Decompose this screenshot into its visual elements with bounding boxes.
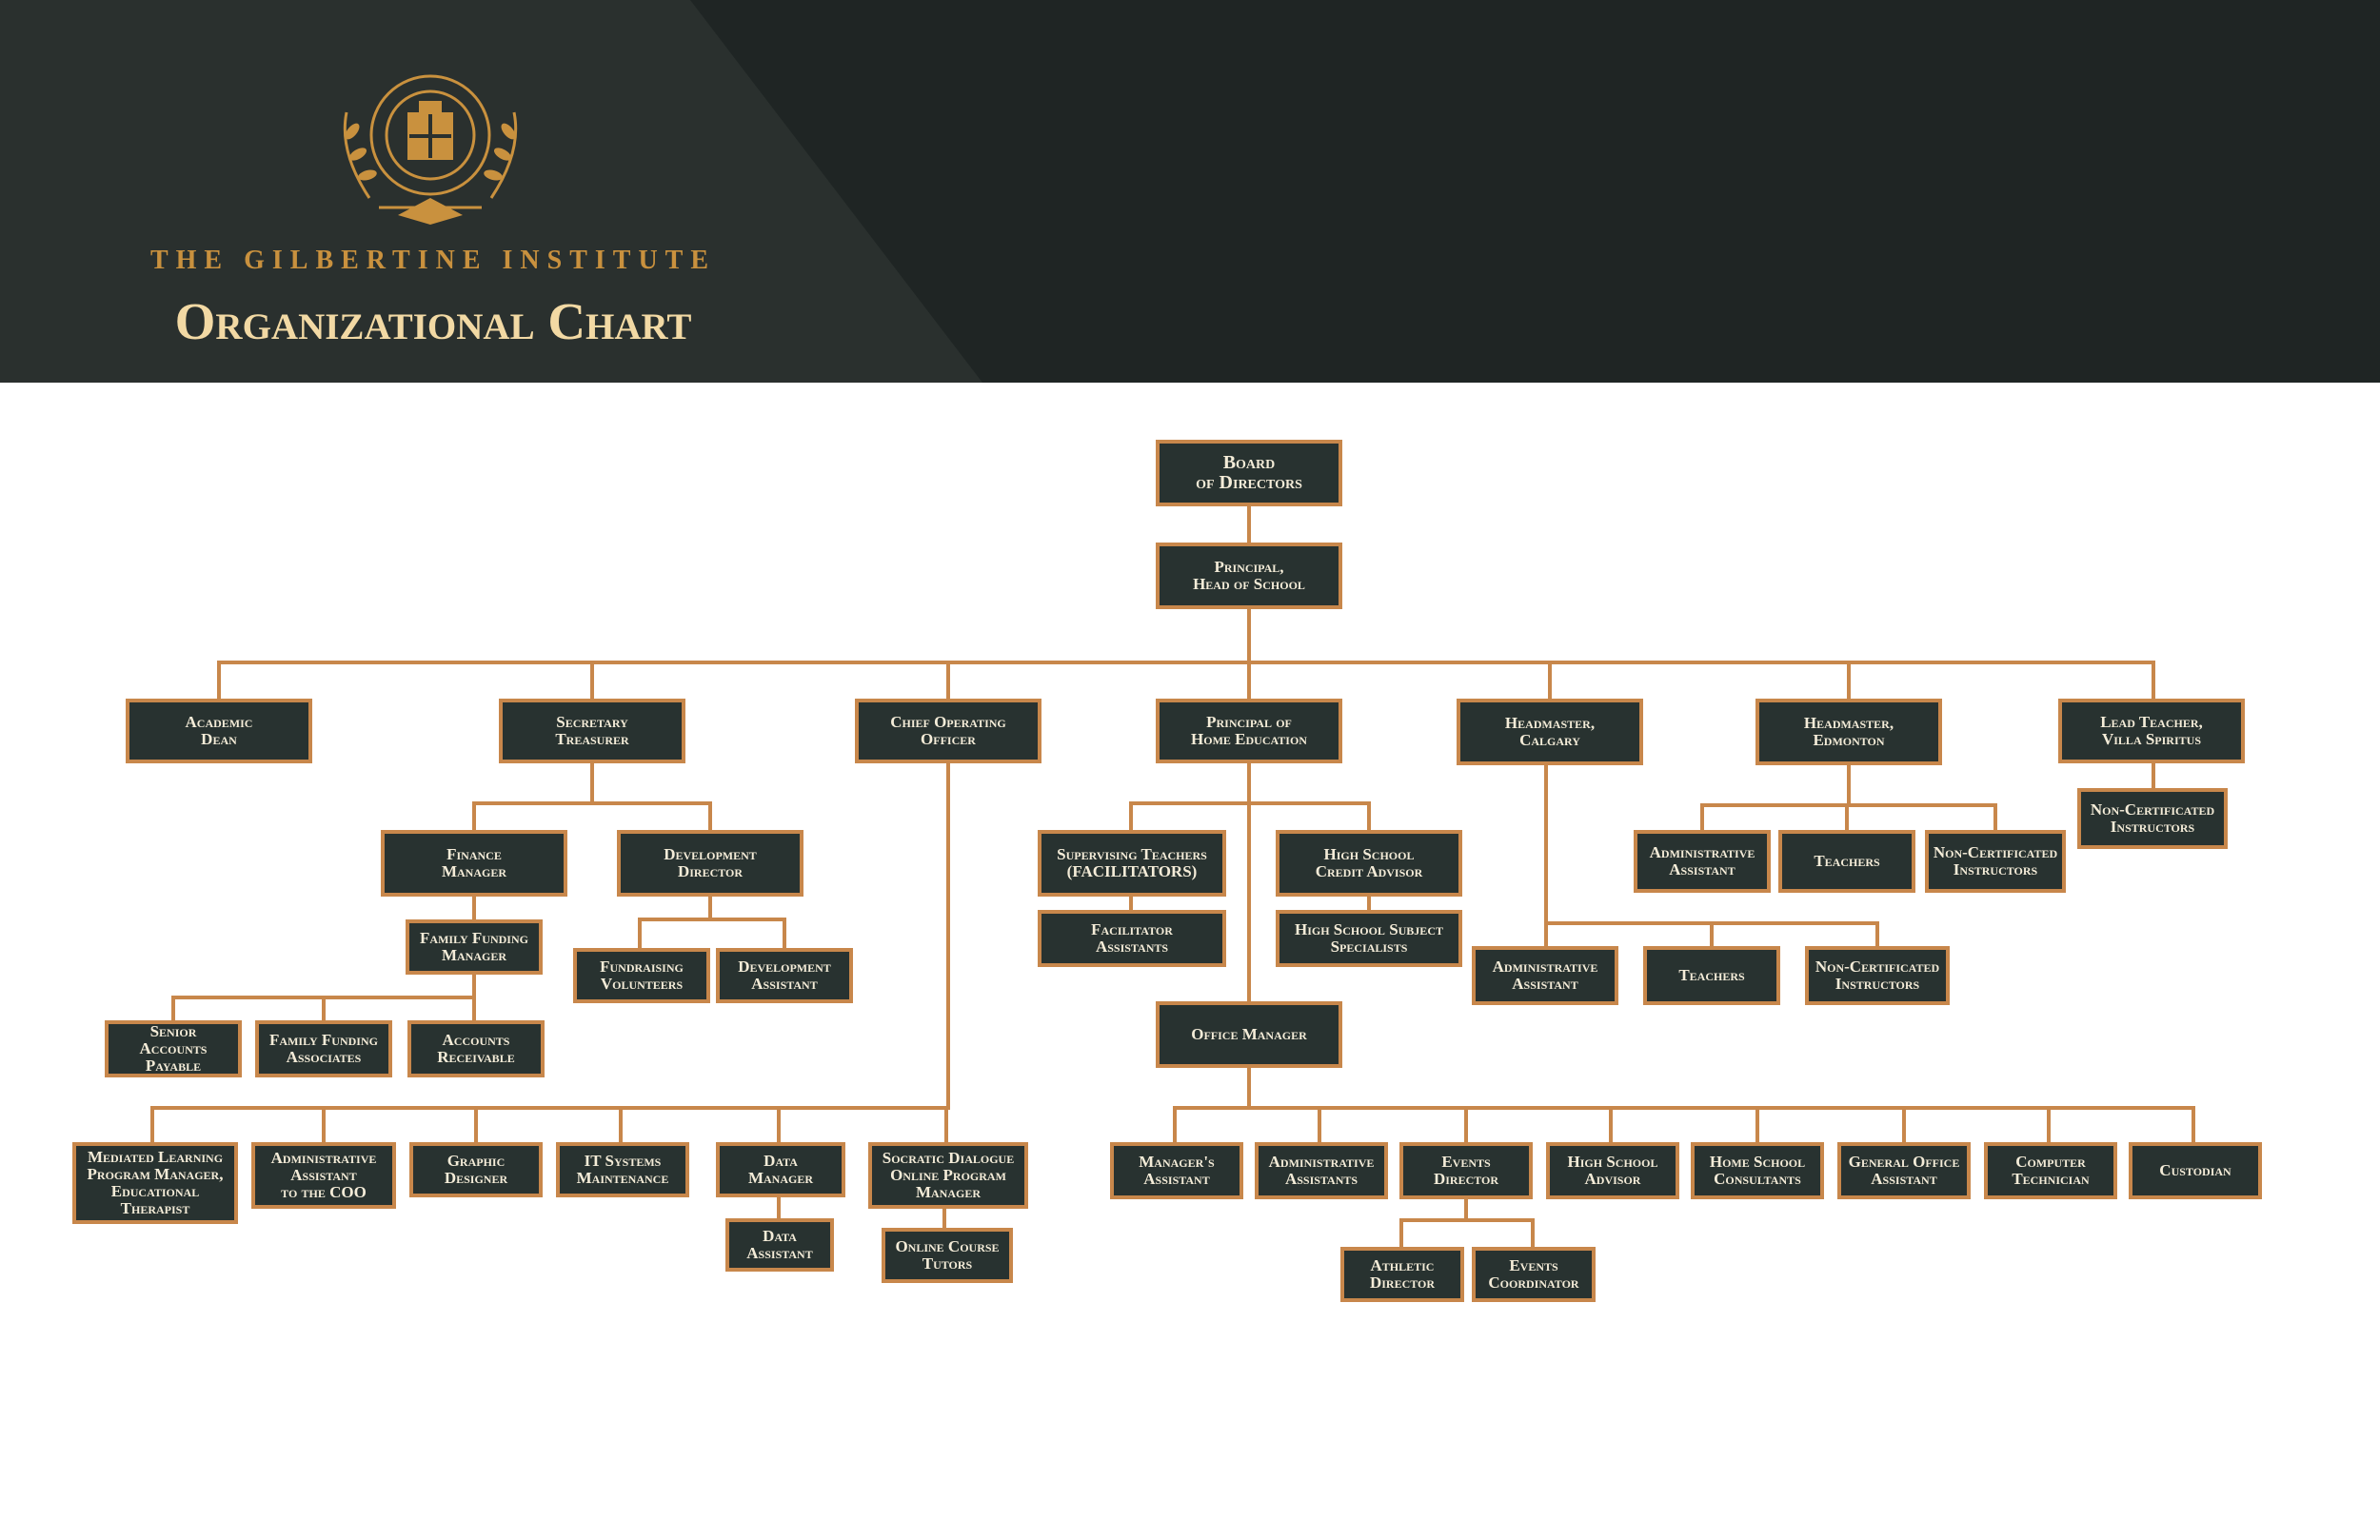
data-manager: Data Manager <box>716 1142 845 1197</box>
fundraising-volunteers: Fundraising Volunteers <box>573 948 710 1003</box>
high-school-credit-advisor: High School Credit Advisor <box>1276 830 1462 897</box>
custodian: Custodian <box>2129 1142 2262 1199</box>
high-school-subject-specialists: High School Subject Specialists <box>1276 910 1462 967</box>
page-title: Organizational Chart <box>174 292 692 350</box>
administrative-assistants: Administrative Assistants <box>1255 1142 1388 1199</box>
family-funding-manager: Family Funding Manager <box>406 919 543 975</box>
data-assistant: Data Assistant <box>725 1218 834 1272</box>
family-funding-associates: Family Funding Associates <box>255 1020 392 1077</box>
principal-head-of-school: Principal, Head of School <box>1156 543 1342 609</box>
administrative-assistant-to-coo: Administrative Assistant to the COO <box>251 1142 396 1209</box>
calgary-teachers: Teachers <box>1643 946 1780 1005</box>
edmonton-teachers: Teachers <box>1778 830 1915 893</box>
institute-name: THE GILBERTINE INSTITUTE <box>149 246 717 275</box>
mediated-learning-program-manager: Mediated Learning Program Manager, Educational Therapist <box>72 1142 238 1224</box>
office-manager: Office Manager <box>1156 1001 1342 1068</box>
computer-technician: Computer Technician <box>1984 1142 2117 1199</box>
online-course-tutors: Online Course Tutors <box>882 1228 1013 1283</box>
general-office-assistant: General Office Assistant <box>1837 1142 1971 1199</box>
socratic-dialogue-program-manager: Socratic Dialogue Online Program Manager <box>868 1142 1028 1209</box>
managers-assistant: Manager's Assistant <box>1110 1142 1243 1199</box>
finance-manager: Finance Manager <box>381 830 567 897</box>
it-systems-maintenance: IT Systems Maintenance <box>556 1142 689 1197</box>
academic-dean: Academic Dean <box>126 699 312 763</box>
events-coordinator: Events Coordinator <box>1472 1247 1596 1302</box>
headmaster-edmonton: Headmaster, Edmonton <box>1755 699 1942 765</box>
supervising-teachers: Supervising Teachers (FACILITATORS) <box>1038 830 1226 897</box>
calgary-administrative-assistant: Administrative Assistant <box>1472 946 1618 1005</box>
headmaster-calgary: Headmaster, Calgary <box>1457 699 1643 765</box>
secretary-treasurer: Secretary Treasurer <box>499 699 685 763</box>
development-director: Development Director <box>617 830 803 897</box>
board-of-directors: Board of Directors <box>1156 440 1342 506</box>
events-director: Events Director <box>1399 1142 1533 1199</box>
chief-operating-officer: Chief Operating Officer <box>855 699 1041 763</box>
facilitator-assistants: Facilitator Assistants <box>1038 910 1226 967</box>
senior-accounts-payable: Senior Accounts Payable <box>105 1020 242 1077</box>
villa-non-certificated-instructors: Non-Certificated Instructors <box>2077 788 2228 849</box>
principal-of-home-education: Principal of Home Education <box>1156 699 1342 763</box>
athletic-director: Athletic Director <box>1340 1247 1464 1302</box>
edmonton-administrative-assistant: Administrative Assistant <box>1634 830 1771 893</box>
lead-teacher-villa-spiritus: Lead Teacher, Villa Spiritus <box>2058 699 2245 763</box>
calgary-non-certificated-instructors: Non-Certificated Instructors <box>1805 946 1950 1005</box>
edmonton-non-certificated-instructors: Non-Certificated Instructors <box>1925 830 2066 893</box>
development-assistant: Development Assistant <box>716 948 853 1003</box>
home-school-consultants: Home School Consultants <box>1691 1142 1824 1199</box>
graphic-designer: Graphic Designer <box>409 1142 543 1197</box>
high-school-advisor: High School Advisor <box>1546 1142 1679 1199</box>
accounts-receivable: Accounts Receivable <box>407 1020 545 1077</box>
